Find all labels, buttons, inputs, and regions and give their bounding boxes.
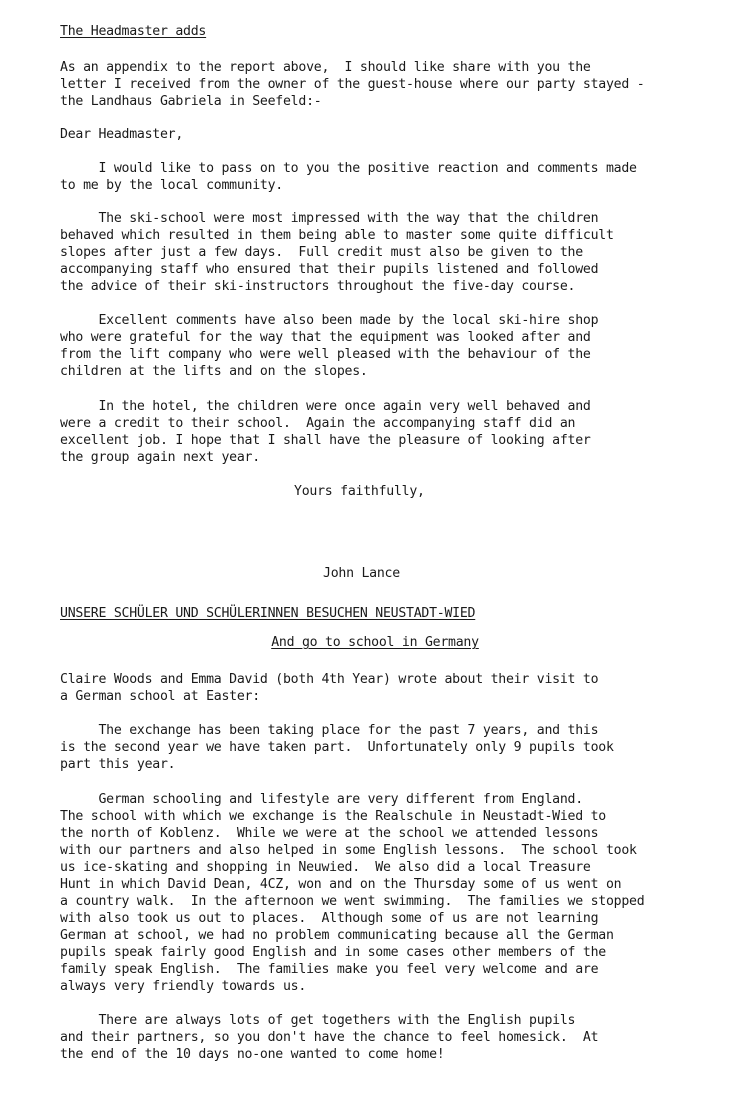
text-line: Claire Woods and Emma David (both 4th Year) wrote about their visit to [60,672,599,687]
text-line: the north of Koblenz. While we were at the school we attended lessons [60,826,599,841]
text-line: slopes after just a few days. Full credit must also be given to the [60,245,583,260]
text-line: German at school, we had no problem communicating because all the German [60,928,614,943]
text-line: with also took us out to places. Although some of us are not learning [60,911,599,926]
salutation: Dear Headmaster, [60,127,184,142]
text-line: excellent job. I hope that I shall have the pleasure of looking after [60,433,591,448]
text-line: from the lift company who were well pleased with the behaviour of the [60,347,591,362]
heading: The Headmaster adds [60,24,207,39]
text-line: German schooling and lifestyle are very different from England. [60,792,583,807]
text-line: accompanying staff who ensured that their pupils listened and followed [60,262,599,277]
text-line: family speak English. The families make you feel very welcome and are [60,962,599,977]
text-line: and their partners, so you don't have the chance to feel homesick. At [60,1030,599,1045]
text-line: children at the lifts and on the slopes. [60,364,368,379]
text-line: always very friendly towards us. [60,979,307,994]
text-line: the advice of their ski-instructors throughout the five-day course. [60,279,576,294]
text-line: pupils speak fairly good English and in some cases other members of the [60,945,606,960]
text-line: The school with which we exchange is the Realschule in Neustadt-Wied to [60,809,606,824]
text-line: There are always lots of get togethers with the English pupils [60,1013,576,1028]
text-line: a German school at Easter: [60,689,260,704]
text-line: Hunt in which David Dean, 4CZ, won and on the Thursday some of us went on [60,877,622,892]
text-line: the end of the 10 days no-one wanted to come home! [60,1047,445,1062]
text-line: behaved which resulted in them being able to master some quite difficult [60,228,614,243]
text-line: Excellent comments have also been made by the local ski-hire shop [60,313,599,328]
text-line: the Landhaus Gabriela in Seefeld:- [60,94,322,109]
text-line: The exchange has been taking place for the past 7 years, and this [60,723,599,738]
closing: Yours faithfully, [294,484,425,499]
text-line: As an appendix to the report above, I should like share with you the [60,60,591,75]
text-line: to me by the local community. [60,178,283,193]
text-line: us ice-skating and shopping in Neuwied. We also did a local Treasure [60,860,591,875]
text-line: the group again next year. [60,450,260,465]
text-line: letter I received from the owner of the guest-house where our party stayed - [60,77,645,92]
text-line: The ski-school were most impressed with the way that the children [60,211,599,226]
signature: John Lance [323,566,400,581]
section-subtitle: And go to school in Germany [271,635,479,650]
text-line: part this year. [60,757,176,772]
text-line: is the second year we have taken part. Unfortunately only 9 pupils took [60,740,614,755]
text-line: I would like to pass on to you the positive reaction and comments made [60,161,637,176]
text-line: In the hotel, the children were once again very well behaved and [60,399,591,414]
section-title: UNSERE SCHÜLER UND SCHÜLERINNEN BESUCHEN NEUSTADT-WIED [60,606,476,621]
text-line: who were grateful for the way that the equipment was looked after and [60,330,591,345]
text-line: were a credit to their school. Again the accompanying staff did an [60,416,576,431]
text-line: with our partners and also helped in some English lessons. The school took [60,843,637,858]
text-line: a country walk. In the afternoon we went swimming. The families we stopped [60,894,645,909]
